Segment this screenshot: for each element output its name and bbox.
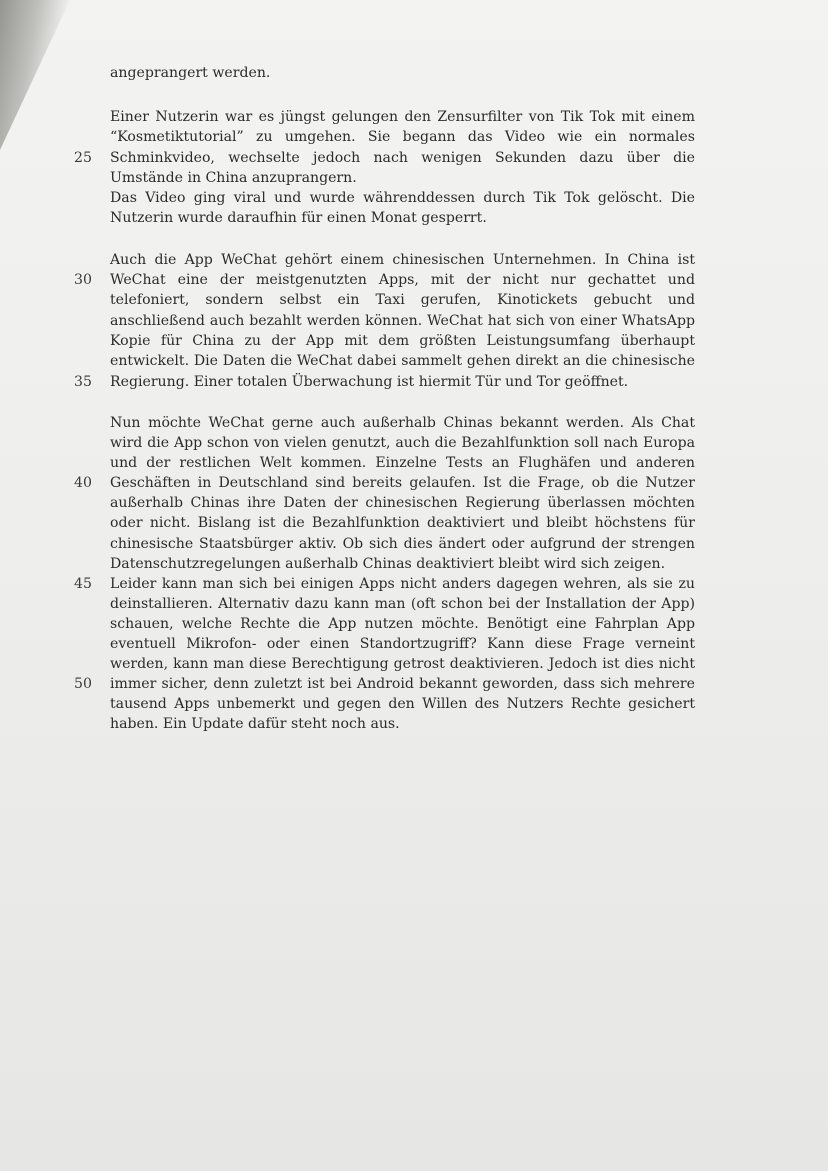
text-line: und der restlichen Welt kommen. Einzelne Tests an Flughäfen und anderen: [110, 455, 695, 471]
text-line: WeChat eine der meistgenutzten Apps, mit der nicht nur gechattet und: [110, 272, 695, 288]
text-line: angeprangert werden.: [110, 65, 271, 81]
text-line: außerhalb Chinas ihre Daten der chinesischen Regierung überlassen möchten: [110, 495, 695, 511]
text-line: anschließend auch bezahlt werden können. WeChat hat sich von einer WhatsApp: [110, 313, 695, 329]
text-line: haben. Ein Update dafür steht noch aus.: [110, 716, 400, 732]
text-line: Auch die App WeChat gehört einem chinesischen Unternehmen. In China ist: [110, 252, 695, 268]
text-line: telefoniert, sondern selbst ein Taxi gerufen, Kinotickets gebucht und: [110, 292, 695, 308]
text-line: Einer Nutzerin war es jüngst gelungen den Zensurfilter von Tik Tok mit einem: [110, 109, 695, 125]
text-line: eventuell Mikrofon- oder einen Standortzugriff? Kann diese Frage verneint: [110, 636, 695, 652]
text-line: Kopie für China zu der App mit dem größten Leistungsumfang überhaupt: [110, 333, 695, 349]
text-line: Nun möchte WeChat gerne auch außerhalb Chinas bekannt werden. Als Chat: [110, 415, 695, 431]
text-line: Regierung. Einer totalen Überwachung ist hiermit Tür und Tor geöffnet.: [110, 374, 629, 390]
text-line: Datenschutzregelungen außerhalb Chinas deaktiviert bleibt wird sich zeigen.: [110, 556, 666, 572]
text-line: immer sicher, denn zuletzt ist bei Android bekannt geworden, dass sich mehrere: [110, 676, 695, 692]
text-line: Geschäften in Deutschland sind bereits gelaufen. Ist die Frage, ob die Nutzer: [110, 475, 695, 491]
text-line: Das Video ging viral und wurde währenddessen durch Tik Tok gelöscht. Die: [110, 190, 695, 206]
text-line: deinstallieren. Alternativ dazu kann man (oft schon bei der Installation der App): [110, 596, 695, 612]
line-number: 50: [74, 676, 92, 692]
text-line: werden, kann man diese Berechtigung getrost deaktivieren. Jedoch ist dies nicht: [110, 656, 695, 672]
line-number: 40: [74, 475, 92, 491]
text-line: tausend Apps unbemerkt und gegen den Willen des Nutzers Rechte gesichert: [110, 696, 695, 712]
line-number: 25: [74, 150, 92, 166]
line-number: 30: [74, 272, 92, 288]
text-line: oder nicht. Bislang ist die Bezahlfunktion deaktiviert und bleibt höchstens für: [110, 515, 695, 531]
text-line: Nutzerin wurde daraufhin für einen Monat gesperrt.: [110, 210, 487, 226]
text-line: schauen, welche Rechte die App nutzen möchte. Benötigt eine Fahrplan App: [110, 616, 695, 632]
text-line: Schminkvideo, wechselte jedoch nach wenigen Sekunden dazu über die: [110, 150, 695, 166]
text-line: “Kosmetiktutorial” zu umgehen. Sie begann das Video wie ein normales: [110, 129, 695, 145]
line-number: 45: [74, 576, 92, 592]
text-line: wird die App schon von vielen genutzt, auch die Bezahlfunktion soll nach Europa: [110, 435, 695, 451]
text-line: Leider kann man sich bei einigen Apps nicht anders dagegen wehren, als sie zu: [110, 576, 695, 592]
text-line: Umstände in China anzuprangern.: [110, 170, 357, 186]
text-line: entwickelt. Die Daten die WeChat dabei sammelt gehen direkt an die chinesische: [110, 353, 695, 369]
line-number: 35: [74, 374, 92, 390]
text-line: chinesische Staatsbürger aktiv. Ob sich dies ändert oder aufgrund der strengen: [110, 536, 695, 552]
